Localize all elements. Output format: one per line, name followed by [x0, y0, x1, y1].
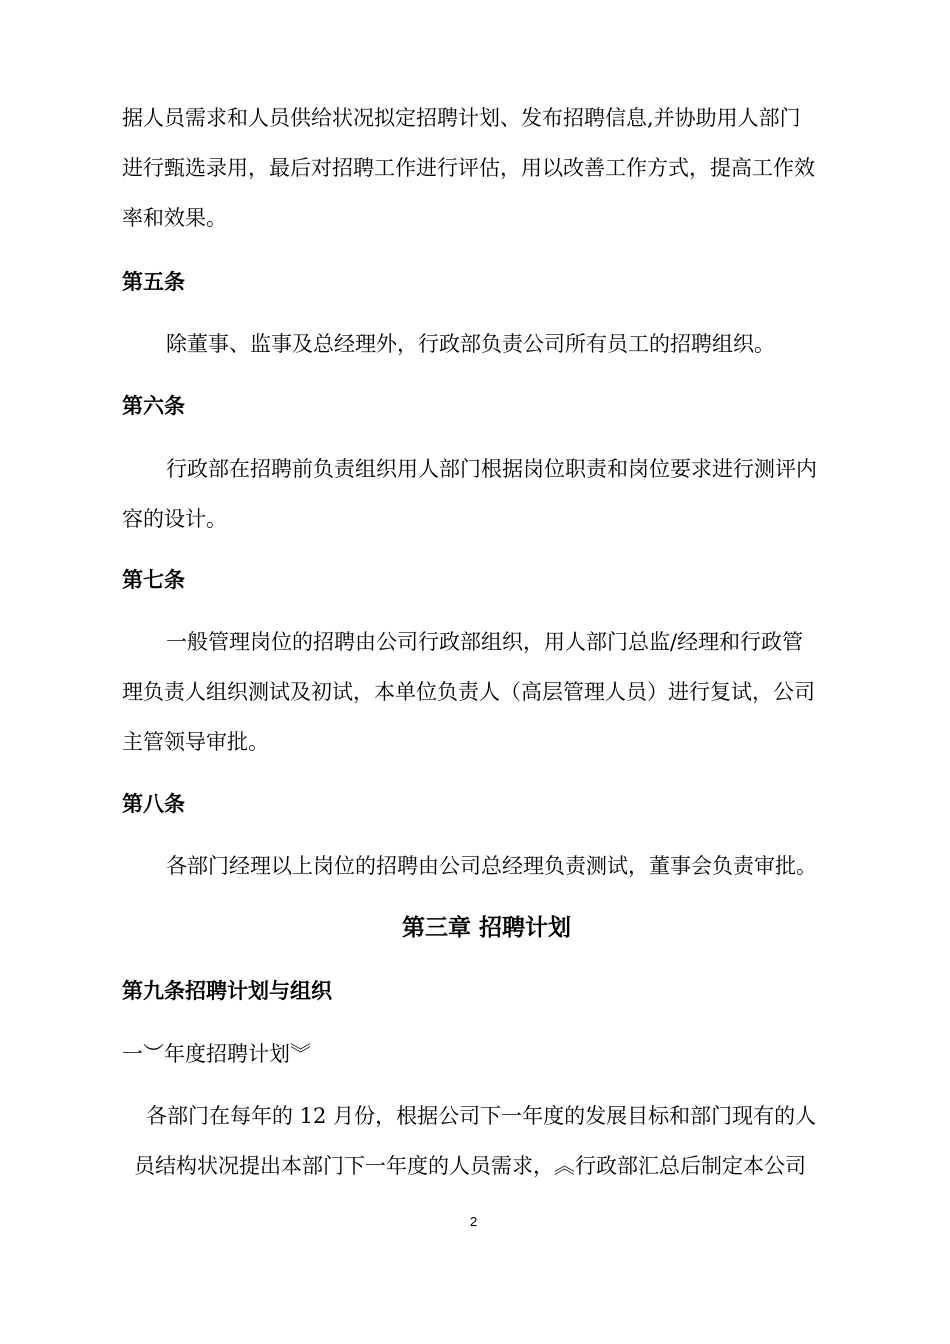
annual-plan-line-1: 各部门在每年的 12 月份，根据公司下一年度的发展目标和部门现有的人 — [146, 1104, 817, 1128]
intro-line-2: 进行甄选录用，最后对招聘工作进行评估，用以改善工作方式，提高工作效 — [122, 156, 815, 180]
article-8-text: 各部门经理以上岗位的招聘由公司总经理负责测试，董事会负责审批。 — [166, 854, 817, 878]
subsection-annual-plan: 一︶年度招聘计划︾ — [122, 1042, 311, 1066]
article-6-line-2: 容的设计。 — [122, 507, 227, 531]
article-8-heading: 第八条 — [122, 792, 185, 816]
article-6-heading: 第六条 — [122, 394, 185, 418]
article-5-text: 除董事、监事及总经理外，行政部负责公司所有员工的招聘组织。 — [166, 332, 775, 356]
intro-line-3: 率和效果。 — [122, 206, 227, 230]
intro-line-1: 据人员需求和人员供给状况拟定招聘计划、发布招聘信息,并协助用人部门 — [122, 106, 801, 130]
article-7-heading: 第七条 — [122, 568, 185, 592]
annual-plan-line-2: 员结构状况提出本部门下一年度的人员需求，︽行政部汇总后制定本公司 — [134, 1154, 806, 1178]
article-9-heading: 第九条招聘计划与组织 — [122, 979, 332, 1003]
article-7-line-3: 主管领导审批。 — [122, 730, 269, 754]
page-number: 2 — [470, 1214, 478, 1229]
article-7-line-1: 一般管理岗位的招聘由公司行政部组织，用人部门总监/经理和行政管 — [166, 630, 804, 654]
article-5-heading: 第五条 — [122, 270, 185, 294]
article-7-line-2: 理负责人组织测试及初试，本单位负责人（高层管理人员）进行复试，公司 — [122, 680, 815, 704]
chapter-3-title: 第三章 招聘计划 — [402, 915, 572, 941]
article-6-line-1: 行政部在招聘前负责组织用人部门根据岗位职责和岗位要求进行测评内 — [166, 457, 817, 481]
